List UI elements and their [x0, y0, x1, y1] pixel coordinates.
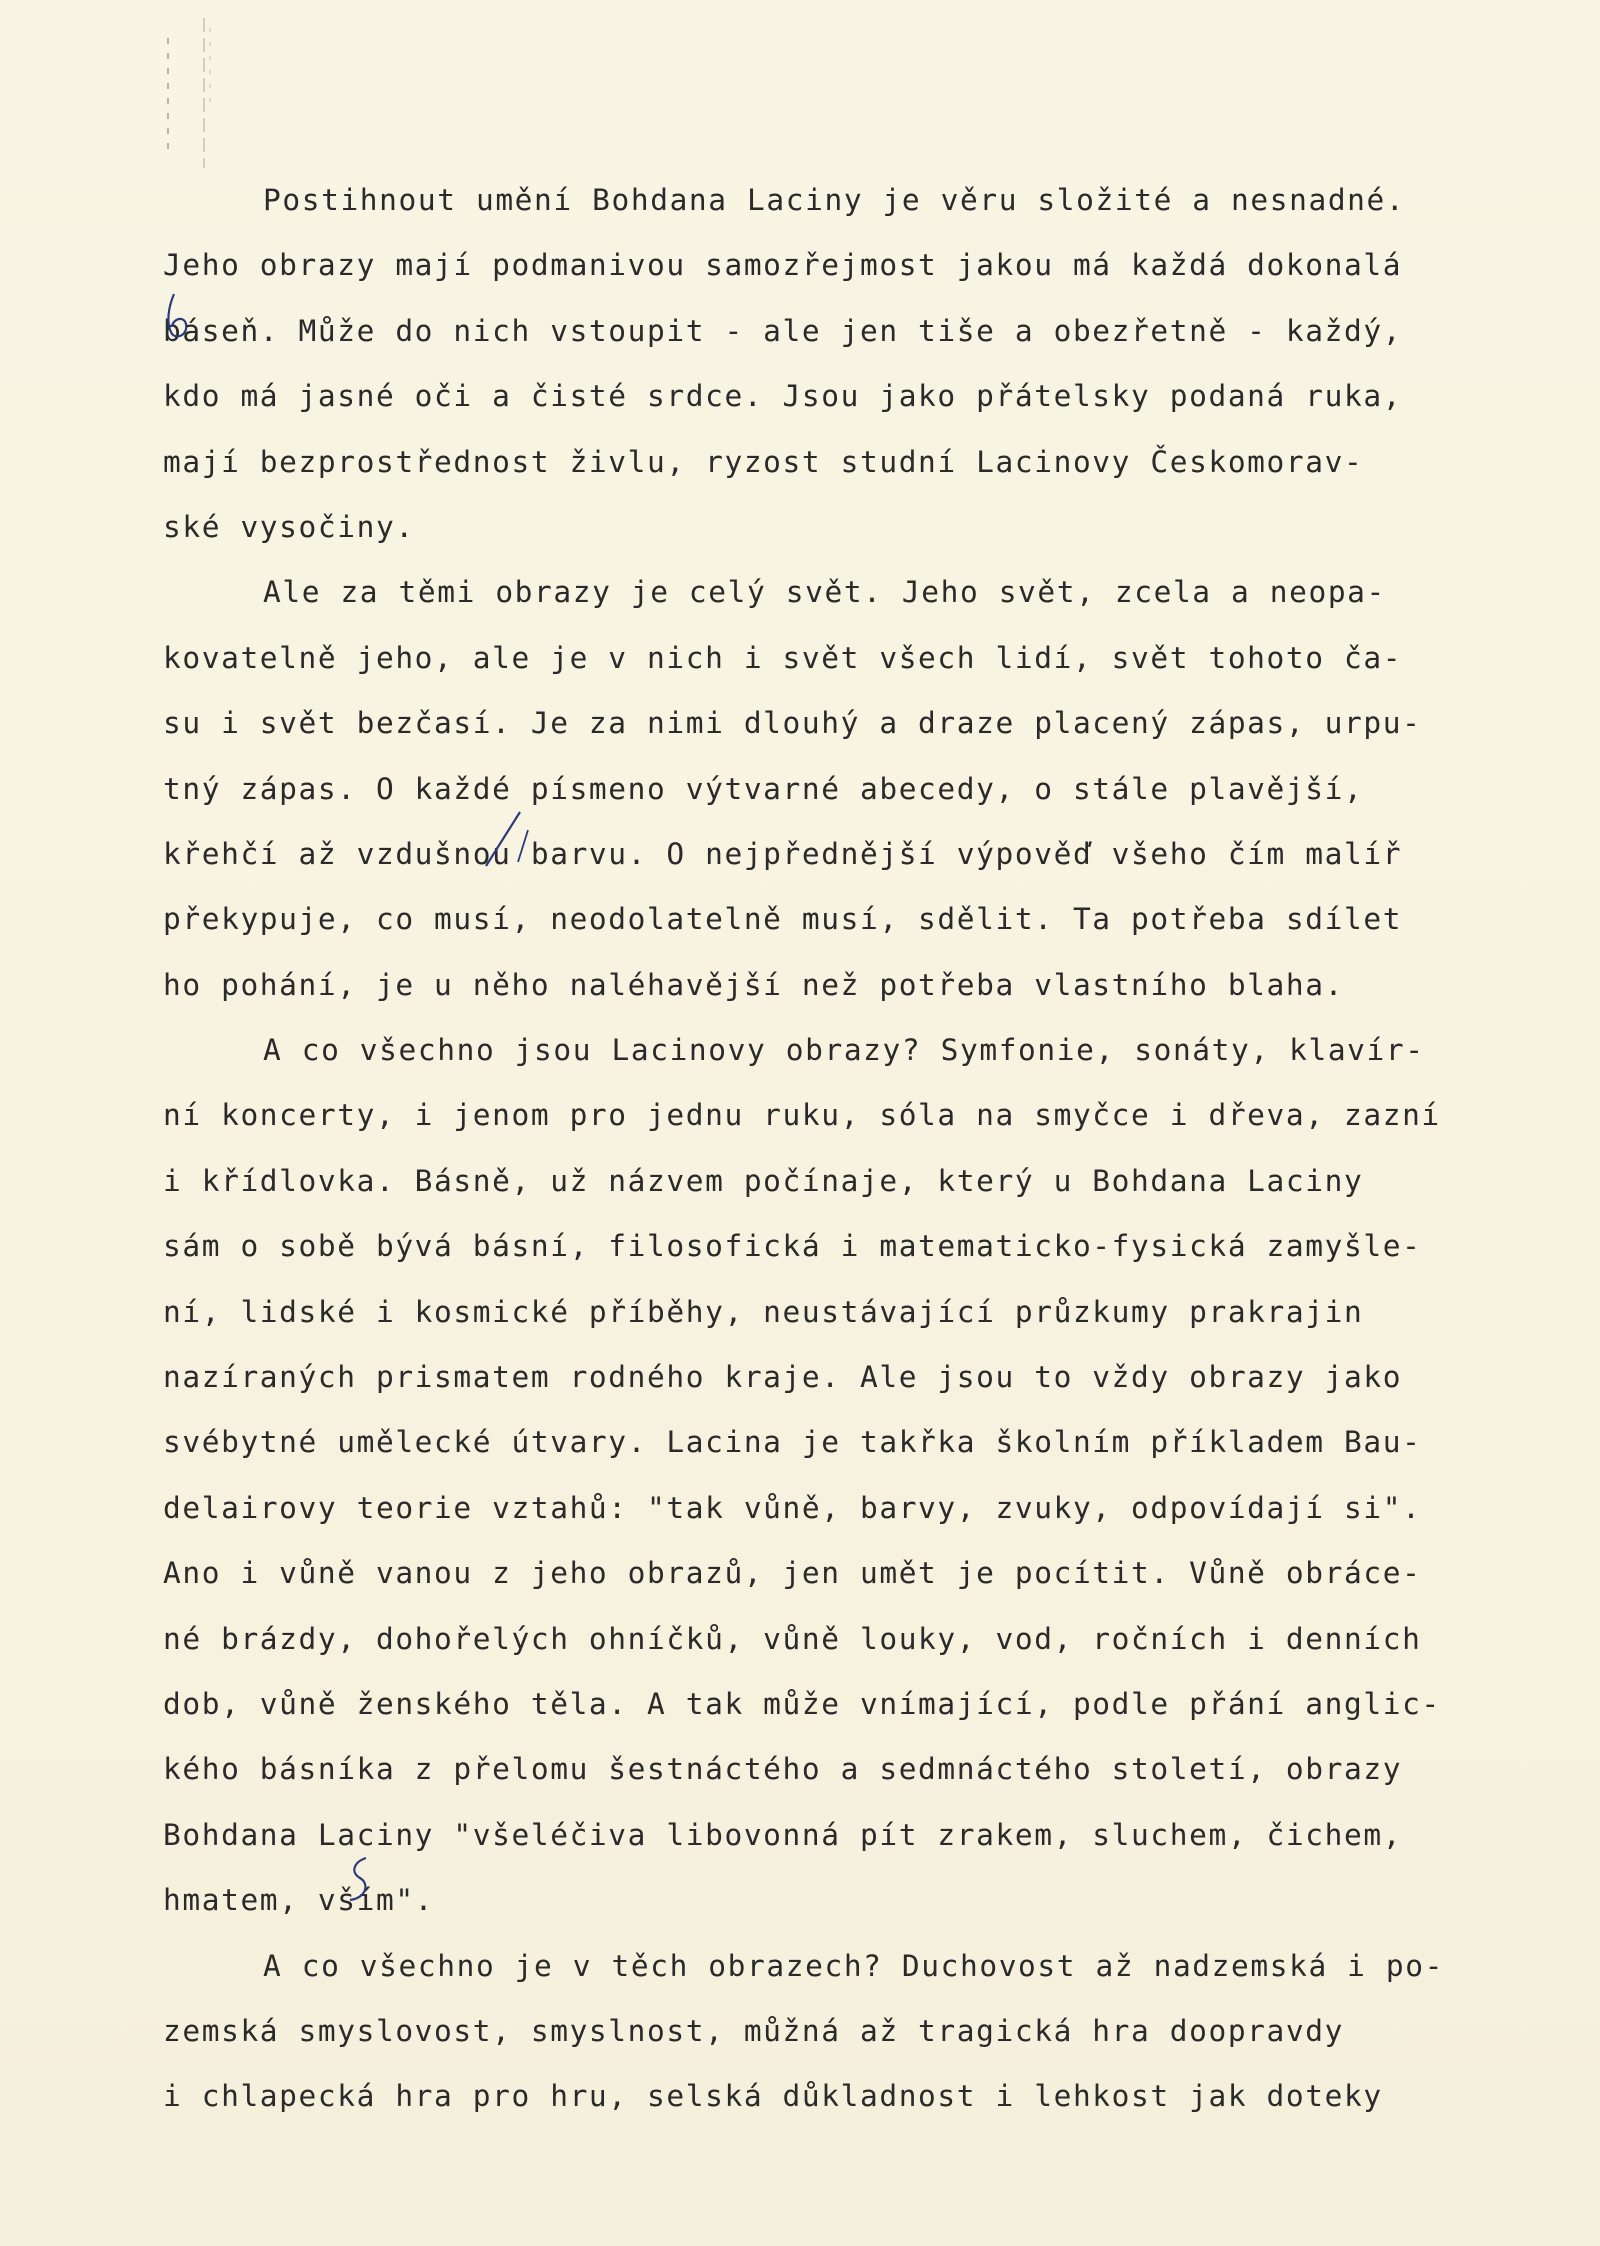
- text-line: tný zápas. O každé písmeno výtvarné abecedy, o stále plavější,: [163, 771, 1364, 806]
- typed-text-body: [163, 168, 1493, 2130]
- pen-correction-b: [160, 288, 200, 348]
- text-line: Bohdana Laciny "všeléčiva libovonná pít zrakem, sluchem, čichem,: [163, 1817, 1403, 1852]
- text-line: ní koncerty, i jenom pro jednu ruku, sóla na smyčce i dřeva, zazní: [163, 1098, 1441, 1133]
- text-line: ho pohání, je u něho naléhavější než potřeba vlastního blaha.: [163, 967, 1344, 1002]
- text-line: překypuje, co musí, neodolatelně musí, sdělit. Ta potřeba sdílet: [163, 902, 1403, 937]
- text-line: delairovy teorie vztahů: "tak vůně, barvy, zvuky, odpovídají si".: [163, 1490, 1422, 1525]
- text-line: A co všechno je v těch obrazech? Duchovost až nadzemská i po-: [263, 1948, 1444, 1983]
- paragraph-1: [163, 168, 1493, 560]
- paragraph-3: [163, 1018, 1493, 1933]
- text-line: su i svět bezčasí. Je za nimi dlouhý a draze placený zápas, urpu-: [163, 706, 1422, 741]
- fold-marks: [160, 18, 240, 168]
- text-line: Ale za těmi obrazy je celý svět. Jeho svět, zcela a neopa-: [263, 575, 1386, 610]
- text-line: kdo má jasné oči a čisté srdce. Jsou jako přátelsky podaná ruka,: [163, 379, 1403, 414]
- text-line: i křídlovka. Básně, už názvem počínaje, který u Bohdana Laciny: [163, 1163, 1364, 1198]
- text-line: né brázdy, dohořelých ohníčků, vůně louky, vod, ročních i denních: [163, 1621, 1422, 1656]
- text-line: báseň. Může do nich vstoupit - ale jen tiše a obezřetně - každý,: [163, 313, 1403, 348]
- text-line: ské vysočiny.: [163, 509, 415, 544]
- text-line: Ano i vůně vanou z jeho obrazů, jen umět je pocítit. Vůně obráce-: [163, 1556, 1422, 1591]
- pen-correction-si: [336, 1848, 382, 1908]
- text-line: kého básníka z přelomu šestnáctého a sedmnáctého století, obrazy: [163, 1752, 1403, 1787]
- paragraph-2: [163, 560, 1493, 1018]
- text-line: křehčí až vzdušnou barvu. O nejpřednější výpověď všeho čím malíř: [163, 836, 1403, 871]
- pen-correction-ou: [478, 804, 548, 874]
- text-line: Jeho obrazy mají podmanivou samozřejmost jakou má každá dokonalá: [163, 248, 1403, 283]
- text-line: kovatelně jeho, ale je v nich i svět všech lidí, svět tohoto ča-: [163, 640, 1403, 675]
- text-line: zemská smyslovost, smyslnost, můžná až tragická hra doopravdy: [163, 2013, 1344, 2048]
- text-line: sám o sobě bývá básní, filosofická i matematicko-fysická zamyšle-: [163, 1229, 1422, 1264]
- text-line: i chlapecká hra pro hru, selská důkladnost i lehkost jak doteky: [163, 2079, 1383, 2114]
- text-line: nazíraných prismatem rodného kraje. Ale jsou to vždy obrazy jako: [163, 1360, 1403, 1395]
- text-line: dob, vůně ženského těla. A tak může vnímající, podle přání anglic-: [163, 1686, 1441, 1721]
- text-line: hmatem, vším".: [163, 1883, 435, 1918]
- text-line: ní, lidské i kosmické příběhy, neustávající průzkumy prakrajin: [163, 1294, 1364, 1329]
- paragraph-4: [163, 1934, 1493, 2130]
- text-line: Postihnout umění Bohdana Laciny je věru složité a nesnadné.: [263, 183, 1406, 217]
- text-line: mají bezprostřednost živlu, ryzost studní Lacinovy Českomorav-: [163, 444, 1364, 479]
- text-line: svébytné umělecké útvary. Lacina je takřka školním příkladem Bau-: [163, 1425, 1422, 1460]
- text-line: A co všechno jsou Lacinovy obrazy? Symfonie, sonáty, klavír-: [263, 1033, 1425, 1068]
